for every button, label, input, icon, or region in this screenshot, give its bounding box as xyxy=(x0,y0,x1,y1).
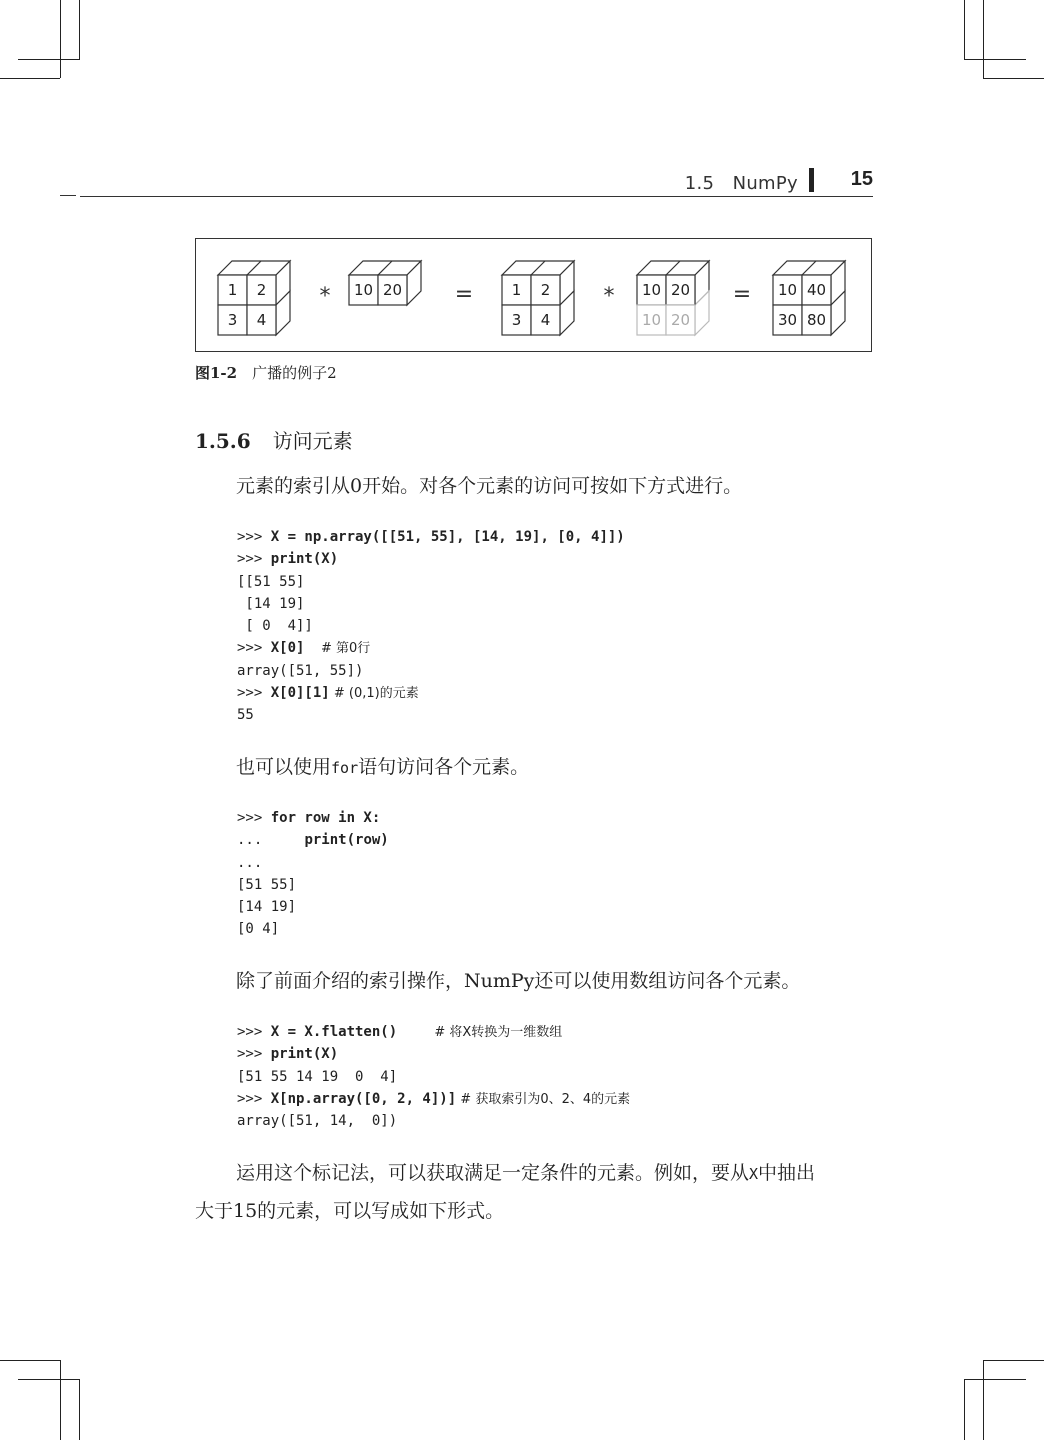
code-comment: # 将X转换为一维数组 xyxy=(397,1025,563,1040)
code-line xyxy=(237,1021,630,1043)
code-line xyxy=(237,637,625,659)
paragraph xyxy=(195,749,873,787)
crop-mark xyxy=(18,1379,79,1380)
code-command: X[np.array([0, 2, 4])] xyxy=(270,1090,457,1107)
array-cell-value: 1 xyxy=(511,281,522,299)
code-comment: # 获取索引为0、2、4的元素 xyxy=(456,1091,631,1107)
figure-caption-label: 图1-2 xyxy=(195,364,238,382)
code-line xyxy=(237,571,625,593)
code-prompt: ... xyxy=(237,832,305,849)
crop-mark xyxy=(964,1379,1026,1380)
page-header xyxy=(80,168,873,197)
array-cell-value: 20 xyxy=(382,281,403,299)
code-block xyxy=(237,526,625,727)
paragraph-text: 大于15的元素，可以写成如下形式。 xyxy=(195,1200,505,1222)
code-prompt: >>> xyxy=(237,640,271,657)
array-cell-value: 4 xyxy=(256,311,267,329)
code-output: [14 19] xyxy=(237,595,305,612)
array-cell-value: 80 xyxy=(806,311,827,329)
multiply-operator: * xyxy=(603,284,615,309)
crop-mark xyxy=(79,1379,80,1440)
code-line xyxy=(237,1088,630,1110)
crop-mark xyxy=(983,1360,1044,1361)
code-line xyxy=(237,852,389,874)
code-command: print(X) xyxy=(270,1046,339,1063)
broadcast-figure xyxy=(195,238,872,352)
crop-mark xyxy=(983,1360,984,1440)
page-number: 15 xyxy=(850,168,873,190)
code-line xyxy=(237,829,389,851)
crop-mark xyxy=(60,1360,61,1440)
crop-mark xyxy=(0,78,60,79)
code-line xyxy=(237,874,389,896)
header-tick xyxy=(60,195,76,196)
crop-mark xyxy=(60,0,61,78)
code-line xyxy=(237,548,625,570)
crop-mark xyxy=(0,1360,61,1361)
array-cell-value: 40 xyxy=(806,281,827,299)
equals-operator: = xyxy=(454,282,474,307)
array-cell-value: 2 xyxy=(256,281,267,299)
code-line xyxy=(237,615,625,637)
array-cell-value: 10 xyxy=(777,281,798,299)
code-output: [ 0 4]] xyxy=(237,618,313,635)
code-comment: # 第0行 xyxy=(304,641,371,657)
code-prompt: >>> xyxy=(237,685,271,702)
code-command: X = np.array([[51, 55], [14, 19], [0, 4]]) xyxy=(270,529,625,545)
code-command: X[0][1] xyxy=(270,685,330,702)
code-prompt: >>> xyxy=(237,1046,271,1063)
paragraph-text: 也可以使用 xyxy=(236,756,332,778)
array-cell-value: 3 xyxy=(227,311,238,329)
code-prompt: >>> xyxy=(237,1090,271,1107)
paragraph-text: 除了前面介绍的索引操作，NumPy还可以使用数组访问各个元素。 xyxy=(236,970,801,992)
code-line xyxy=(237,660,625,682)
code-prompt: >>> xyxy=(237,1024,271,1040)
code-line xyxy=(237,682,625,704)
figure-caption xyxy=(195,362,337,383)
array-cell-value: 10 xyxy=(641,311,662,329)
multiply-operator: * xyxy=(319,284,331,309)
code-output: [51 55 14 19 0 4] xyxy=(237,1068,398,1085)
crop-mark xyxy=(964,59,1026,60)
running-head: 1.5 NumPy xyxy=(684,173,798,194)
code-block xyxy=(237,807,389,941)
crop-mark xyxy=(964,1379,965,1440)
code-line xyxy=(237,704,625,726)
array-cell-value: 10 xyxy=(353,281,374,299)
broadcast-diagram xyxy=(196,239,873,353)
paragraph-text: 元素的索引从0开始。对各个元素的访问可按如下方式进行。 xyxy=(236,475,743,497)
crop-mark xyxy=(983,0,984,78)
code-command: X[0] xyxy=(270,640,305,657)
code-output: array([51, 55]) xyxy=(237,662,364,679)
code-line xyxy=(237,807,389,829)
crop-mark xyxy=(983,78,1044,79)
code-line xyxy=(237,1110,630,1132)
code-output: array([51, 14, 0]) xyxy=(237,1113,398,1130)
code-prompt: >>> xyxy=(237,810,271,826)
paragraph-text: 语句访问各个元素。 xyxy=(358,756,530,778)
array-cell-value: 4 xyxy=(540,311,551,329)
crop-mark xyxy=(79,0,80,60)
code-output: [51 55] xyxy=(237,876,297,893)
paragraph-text: 中抽出 xyxy=(758,1162,816,1184)
code-command: print(X) xyxy=(270,551,339,568)
code-output: [[51 55] xyxy=(237,573,305,590)
code-comment: # (0,1)的元素 xyxy=(329,686,419,702)
code-command: for row in X: xyxy=(270,810,381,826)
array-cell-value: 10 xyxy=(641,281,662,299)
code-command: X = X.flatten() xyxy=(270,1024,398,1040)
figure-caption-text: 广播的例子2 xyxy=(252,364,337,382)
array-cell-value: 3 xyxy=(511,311,522,329)
paragraph xyxy=(195,468,873,505)
array-cell-value: 2 xyxy=(540,281,551,299)
header-bar xyxy=(809,168,814,192)
array-cell-value: 20 xyxy=(670,281,691,299)
code-prompt: >>> xyxy=(237,529,271,545)
code-output: [0 4] xyxy=(237,921,280,938)
crop-mark xyxy=(964,0,965,60)
code-line xyxy=(237,896,389,918)
array-cell-value: 1 xyxy=(227,281,238,299)
code-output: ... xyxy=(237,854,263,871)
code-output: [14 19] xyxy=(237,899,297,916)
inline-code: for xyxy=(331,759,359,777)
equals-operator: = xyxy=(732,282,752,307)
paragraph xyxy=(195,1155,873,1230)
section-title xyxy=(195,425,353,454)
code-block xyxy=(237,1021,630,1132)
code-line xyxy=(237,593,625,615)
code-output: 55 xyxy=(237,707,254,724)
section-title-text: 访问元素 xyxy=(272,429,353,453)
paragraph-text: 运用这个标记法，可以获取满足一定条件的元素。例如，要从 xyxy=(236,1162,750,1184)
code-line xyxy=(237,1066,630,1088)
code-prompt: >>> xyxy=(237,551,271,568)
inline-code: X xyxy=(749,1165,759,1183)
code-line xyxy=(237,918,389,940)
crop-mark xyxy=(18,59,79,60)
code-command: print(row) xyxy=(304,832,389,849)
code-line xyxy=(237,526,625,548)
array-cell-value: 30 xyxy=(777,311,798,329)
paragraph xyxy=(195,963,873,1000)
array-cell-value: 20 xyxy=(670,311,691,329)
section-number: 1.5.6 xyxy=(195,429,251,453)
code-line xyxy=(237,1043,630,1065)
